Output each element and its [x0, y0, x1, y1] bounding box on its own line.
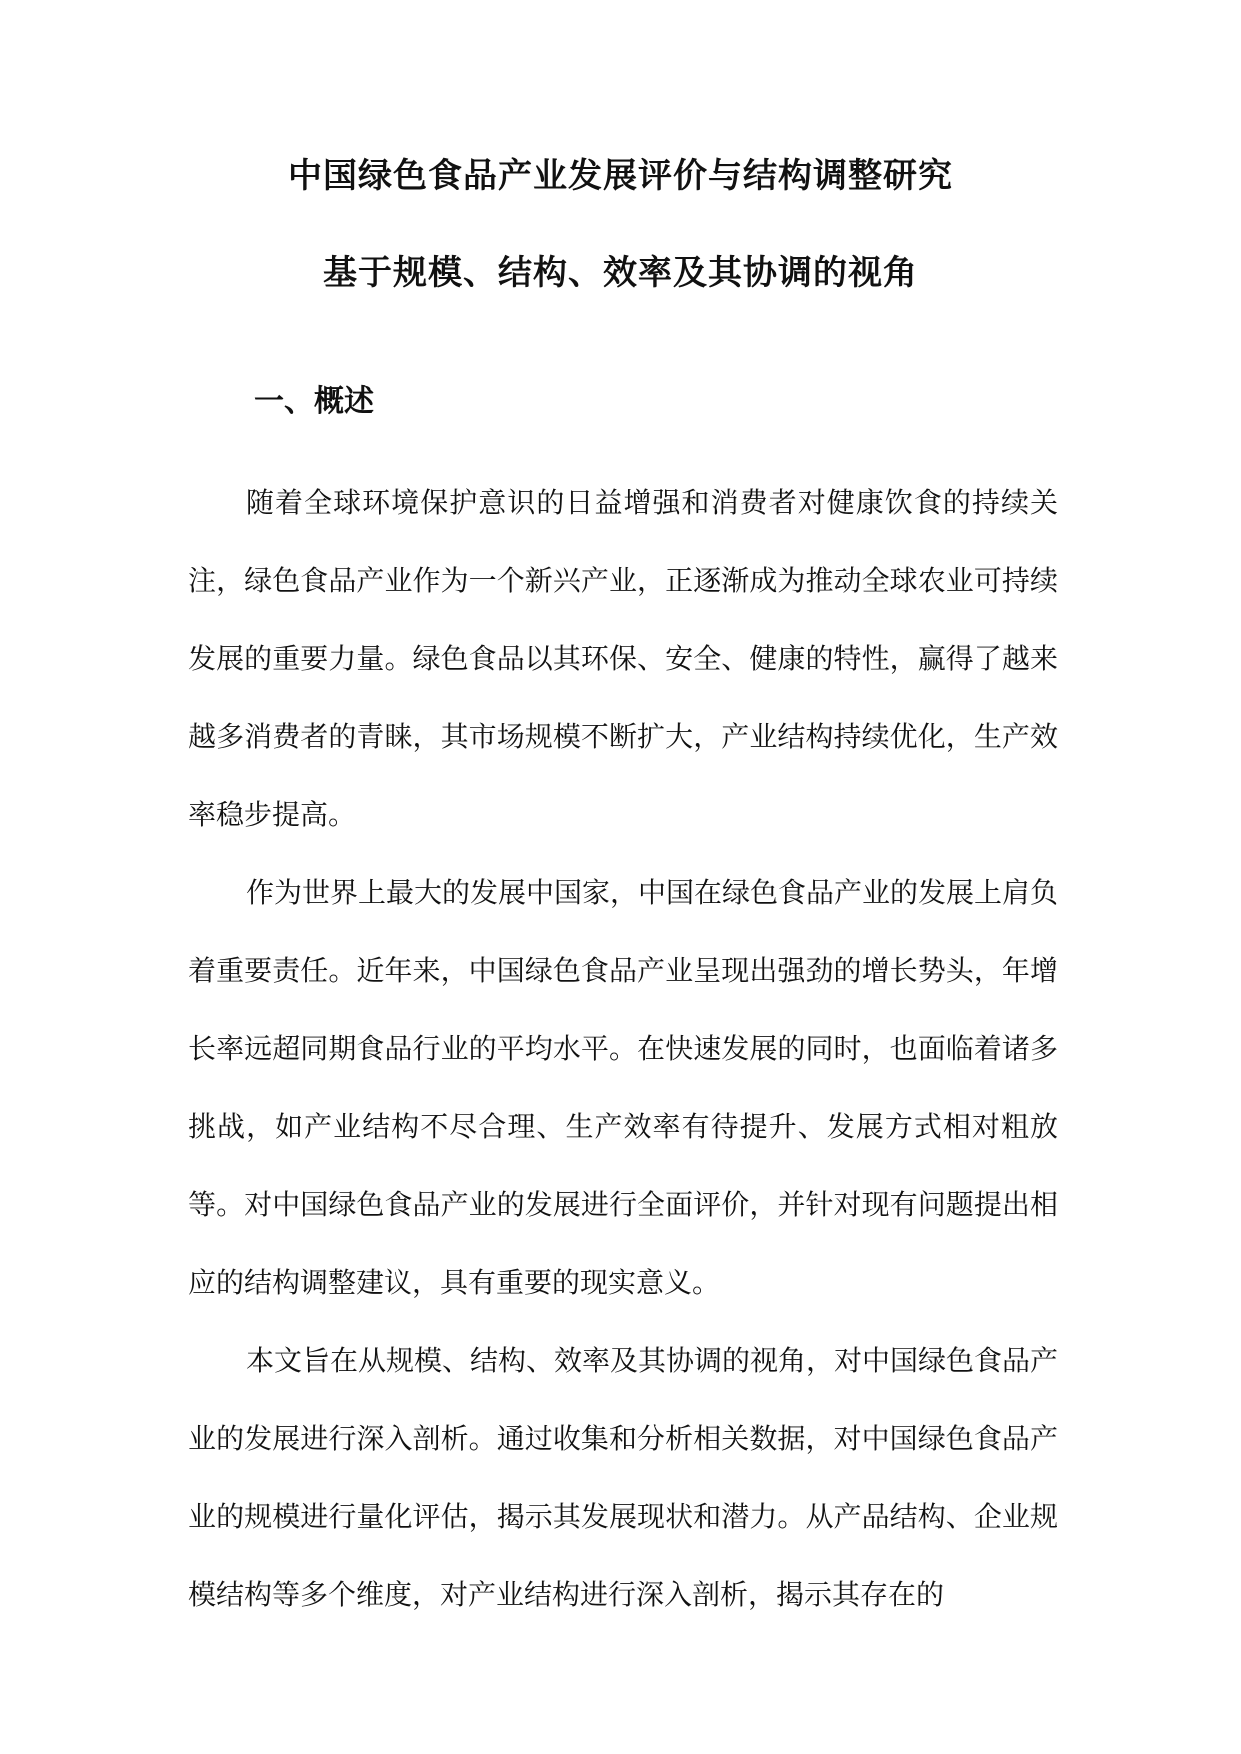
document-title: 中国绿色食品产业发展评价与结构调整研究 [288, 156, 953, 196]
paragraph-1: 随着全球环境保护意识的日益增强和消费者对健康饮食的持续关注，绿色食品产业作为一个新兴产业，正逐渐成为推动全球农业可持续发展的重要力量。绿色食品以其环保、安全、健康的特性，赢得了越来越多消费者的青睐，其市场规模不断扩大，产业结构持续优化，生产效率稳步提高。 [188, 486, 1058, 831]
paragraph-2: 作为世界上最大的发展中国家，中国在绿色食品产业的发展上肩负着重要责任。近年来，中国绿色食品产业呈现出强劲的增长势头，年增长率远超同期食品行业的平均水平。在快速发展的同时，也面临着诸多挑战，如产业结构不尽合理、生产效率有待提升、发展方式相对粗放等。对中国绿色食品产业的发展进行全面评价，并针对现有问题提出相应的结构调整建议，具有重要的现实意义。 [188, 876, 1059, 1299]
section-heading-overview: 一、概述 [254, 384, 374, 419]
paragraph-3: 本文旨在从规模、结构、效率及其协调的视角，对中国绿色食品产业的发展进行深入剖析。通过收集和分析相关数据，对中国绿色食品产业的规模进行量化评估，揭示其发展现状和潜力。从产品结构、企业规模结构等多个维度，对产业结构进行深入剖析，揭示其存在的 [188, 1344, 1059, 1611]
document-subtitle: 基于规模、结构、效率及其协调的视角 [323, 253, 918, 293]
body-text [188, 464, 1058, 1634]
